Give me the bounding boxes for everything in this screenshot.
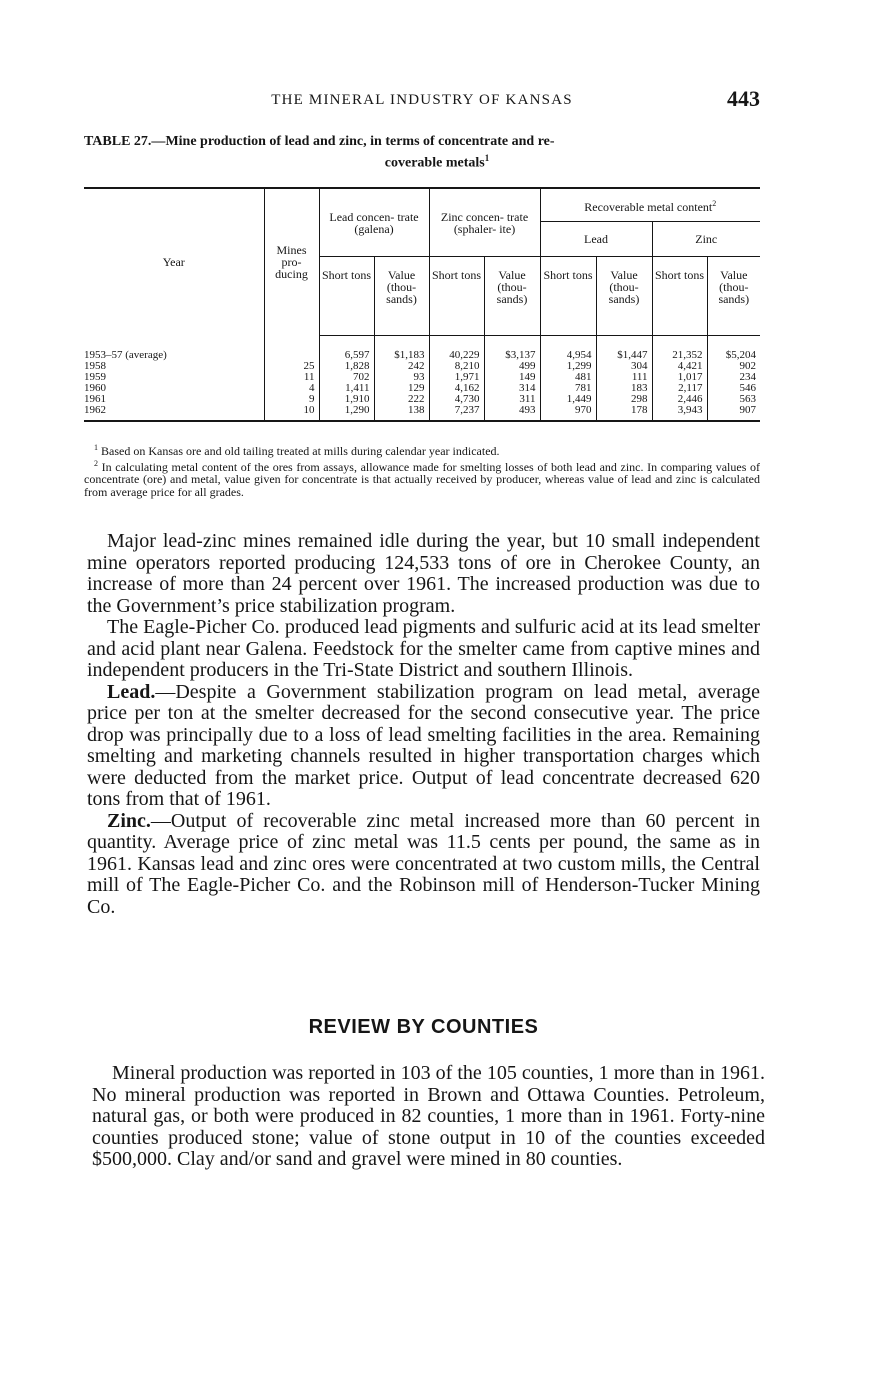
cell-year: 1961: [84, 394, 106, 405]
cell-lead-value: $1,183: [374, 336, 429, 362]
cell-lead-value: 93: [374, 372, 429, 383]
cell-rec-lead-tons: 481: [540, 372, 596, 383]
cell-zinc-value: 314: [484, 383, 540, 394]
cell-rec-lead-value: 111: [596, 372, 652, 383]
production-table: [84, 187, 760, 422]
footnote-marker: 1: [484, 153, 490, 163]
page-number: 443: [727, 86, 760, 111]
review-text: [92, 1063, 765, 1171]
cell-lead-value: 242: [374, 361, 429, 372]
table-caption: [84, 133, 760, 172]
run-in-heading-zinc: Zinc.: [107, 809, 151, 832]
cell-lead-tons: 1,828: [319, 361, 374, 372]
header-recoverable-metal-label: Recoverable metal content: [584, 199, 713, 214]
cell-zinc-value: $3,137: [484, 336, 540, 362]
paragraph-zinc: [87, 811, 760, 919]
cell-mines: [264, 336, 319, 362]
section-heading: REVIEW BY COUNTIES: [308, 1016, 539, 1038]
header-year: Year: [84, 188, 264, 336]
cell-zinc-tons: 8,210: [429, 361, 484, 372]
cell-rec-lead-value: 298: [596, 394, 652, 405]
cell-rec-lead-tons: 781: [540, 383, 596, 394]
cell-lead-tons: 6,597: [319, 336, 374, 362]
cell-lead-value: 138: [374, 405, 429, 421]
footnote-1: [84, 442, 760, 458]
table-row: [84, 336, 760, 362]
cell-rec-lead-value: $1,447: [596, 336, 652, 362]
cell-rec-zinc-tons: 3,943: [652, 405, 707, 421]
cell-rec-lead-value: 304: [596, 361, 652, 372]
footnote-mark: 2: [94, 458, 98, 468]
cell-zinc-value: 499: [484, 361, 540, 372]
cell-year: 1960: [84, 383, 106, 394]
cell-rec-zinc-value: 234: [707, 372, 760, 383]
cell-year: 1953–57 (average): [84, 349, 167, 361]
cell-rec-lead-tons: 4,954: [540, 336, 596, 362]
run-in-heading-lead: Lead.: [107, 680, 156, 703]
header-zinc-concentrate: Zinc concen- trate (sphaler- ite): [429, 188, 540, 257]
cell-lead-tons: 702: [319, 372, 374, 383]
cell-year: 1958: [84, 361, 106, 372]
cell-mines: 9: [264, 394, 319, 405]
header-lead-value: Value (thou- sands): [374, 257, 429, 336]
table-caption-line-1: [84, 133, 760, 150]
paragraph-lead: [87, 682, 760, 811]
cell-mines: 4: [264, 383, 319, 394]
header-mines-producing: Mines pro- ducing: [264, 188, 319, 336]
table-label: TABLE 27.—: [84, 134, 166, 149]
cell-mines: 10: [264, 405, 319, 421]
cell-lead-tons: 1,290: [319, 405, 374, 421]
paragraph-text: —Despite a Government stabilization program on lead metal, average price per ton at the smelter decreased for the second consecutive year. The price drop was principally due to a loss of lead smelting facilities in the area. Remaining smelting and marketing channels resulted in higher transportation charges which were deducted from the market price. Output of lead concentrate decreased 620 tons from that of 1961.: [87, 680, 760, 810]
cell-zinc-tons: 40,229: [429, 336, 484, 362]
cell-rec-zinc-value: 546: [707, 383, 760, 394]
body-text: [87, 531, 760, 918]
table-footnotes: [84, 442, 760, 498]
cell-rec-lead-tons: 1,449: [540, 394, 596, 405]
header-recoverable-metal: [540, 188, 760, 222]
table-caption-text-2: coverable metals: [384, 155, 485, 171]
footnote-text: In calculating metal content of the ores from assays, allowance made for smelting losses of both lead and zinc. In comparing values of concentrate (ore) and metal, value given for concentrate is that actually received by producer, whereas value of lead and zinc is calculated from average price for all grades.: [84, 459, 761, 499]
paragraph: The Eagle-Picher Co. produced lead pigments and sulfuric acid at its lead smelter and acid plant near Galena. Feedstock for the smelter came from captive mines and independent producers in the Tri-State District and southern Illinois.: [87, 616, 760, 681]
footnote-mark: 1: [94, 443, 98, 452]
running-head: [84, 84, 760, 114]
cell-year: 1962: [84, 405, 264, 421]
cell-year: 1959: [84, 372, 106, 383]
cell-mines: 11: [264, 372, 319, 383]
cell-mines: 25: [264, 361, 319, 372]
cell-lead-value: 222: [374, 394, 429, 405]
table-caption-text: Mine production of lead and zinc, in terms of concentrate and re-: [165, 134, 555, 149]
cell-rec-lead-value: 183: [596, 383, 652, 394]
cell-rec-zinc-value: $5,204: [707, 336, 760, 362]
header-recoverable-zinc: Zinc: [652, 222, 760, 257]
footnote-text: Based on Kansas ore and old tailing treated at mills during calendar year indicated.: [101, 444, 500, 458]
table-row: [84, 405, 760, 421]
header-recoverable-lead: Lead: [540, 222, 652, 257]
cell-rec-zinc-value: 907: [707, 405, 760, 421]
table-caption-line-2: [84, 150, 760, 172]
cell-rec-zinc-tons: 2,117: [652, 383, 707, 394]
header-rec-lead-short-tons: Short tons: [540, 257, 596, 336]
cell-rec-zinc-tons: 4,421: [652, 361, 707, 372]
cell-rec-lead-tons: 970: [540, 405, 596, 421]
paragraph: Mineral production was reported in 103 of the 105 counties, 1 more than in 1961. No mineral production was reported in Brown and Ottawa Counties. Petroleum, natural gas, or both were produced in 82 counties, 1 more than in 1961. Forty-nine counties produced stone; value of stone output in 10 of the counties exceeded $500,000. Clay and/or sand and gravel were mined in 80 counties.: [92, 1062, 765, 1170]
paragraph-text: —Output of recoverable zinc metal increased more than 60 percent in quantity. Average price of zinc metal was 11.5 cents per pound, the same as in 1961. Kansas lead and zinc ores were concentrated at two custom mills, the Central mill of The Eagle-Picher Co. and the Robinson mill of Henderson-Tucker Mining Co.: [87, 809, 760, 918]
header-zinc-short-tons: Short tons: [429, 257, 484, 336]
cell-zinc-value: 149: [484, 372, 540, 383]
cell-zinc-tons: 7,237: [429, 405, 484, 421]
cell-zinc-tons: 1,971: [429, 372, 484, 383]
footnote-2: [84, 458, 760, 499]
cell-rec-zinc-tons: 2,446: [652, 394, 707, 405]
cell-rec-zinc-tons: 21,352: [652, 336, 707, 362]
cell-rec-lead-value: 178: [596, 405, 652, 421]
header-lead-short-tons: Short tons: [319, 257, 374, 336]
header-rec-lead-value: Value (thou- sands): [596, 257, 652, 336]
header-rec-zinc-short-tons: Short tons: [652, 257, 707, 336]
footnote-marker: 2: [712, 198, 717, 208]
cell-zinc-tons: 4,162: [429, 383, 484, 394]
cell-lead-tons: 1,411: [319, 383, 374, 394]
cell-zinc-value: 493: [484, 405, 540, 421]
header-zinc-value: Value (thou- sands): [484, 257, 540, 336]
paragraph: Major lead-zinc mines remained idle during the year, but 10 small independent mine operators reported producing 124,533 tons of ore in Cherokee County, an increase of more than 24 percent over 1961. The increased production was due to the Government’s price stabilization program.: [87, 530, 760, 617]
cell-lead-tons: 1,910: [319, 394, 374, 405]
cell-lead-value: 129: [374, 383, 429, 394]
cell-rec-zinc-value: 563: [707, 394, 760, 405]
cell-rec-zinc-tons: 1,017: [652, 372, 707, 383]
header-rec-zinc-value: Value (thou- sands): [707, 257, 760, 336]
cell-zinc-value: 311: [484, 394, 540, 405]
cell-zinc-tons: 4,730: [429, 394, 484, 405]
cell-rec-lead-tons: 1,299: [540, 361, 596, 372]
cell-rec-zinc-value: 902: [707, 361, 760, 372]
running-title: THE MINERAL INDUSTRY OF KANSAS: [271, 92, 573, 108]
header-lead-concentrate: Lead concen- trate (galena): [319, 188, 429, 257]
